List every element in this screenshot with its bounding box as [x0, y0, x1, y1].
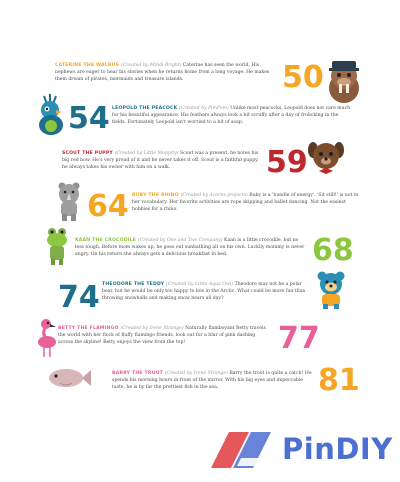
entry-credit: (Created by One and Two Company) [137, 238, 225, 243]
flamingo-icon [32, 318, 60, 358]
entry-text: Unlike most peacocks, Leopold does not care much for his beautiful appearance. His feathers always look a bit scruffy after a day of frolicking in the fields. Fortunately Leopold isn't worried to a bit of soap. [112, 106, 351, 125]
entry-rhino [132, 192, 362, 213]
entry-title: BETTY THE FLAMINGO [58, 326, 121, 331]
entry-number: 77 [278, 321, 320, 356]
entry-flamingo [58, 325, 270, 346]
puppy-icon [306, 138, 346, 178]
entry-number: 54 [68, 101, 110, 136]
entry-number: 74 [58, 280, 100, 315]
entry-title: THEODORE THE TEDDY [102, 282, 167, 287]
entry-credit: (Created by PimPom) [179, 106, 231, 111]
entry-credit: (Created by Irene Strange) [120, 326, 186, 331]
rhino-icon [54, 180, 84, 222]
trout-icon [46, 365, 92, 391]
entry-title: BARRY THE TROUT [112, 371, 165, 376]
entry-number: 50 [282, 60, 324, 95]
entry-peacock [112, 105, 352, 126]
entry-title: RUBY THE RHINO [132, 193, 181, 198]
entry-text: Barry the trout is quite a catch! He spends his morning hours in front of the mirror. With his big eyes and impeccable taste, he is by far the prettiest fish in the sea. [112, 371, 312, 390]
entry-credit: (Created by Little Aqua Owl) [166, 282, 235, 287]
entry-text: Kaan is a little crocodile, but no less tough. Before mom wakes up, he goes out sunbathing all on his own. Luckily mommy is never angry. On his return she always gets a delicious breakfast in bed. [75, 238, 305, 257]
entry-title: CATERINE THE WALRUS [55, 63, 121, 68]
entry-text: Caterine has seen the world. His nephews are eager to hear his stories when he returns home from a long voyage. He makes them dream of pirates, mermaids and treasure islands. [55, 63, 270, 82]
teddy-icon [314, 270, 348, 310]
entry-puppy [62, 150, 262, 171]
entry-text: Naturally flamboyant Betty travels the world with her flock of fluffy flamingo friends, look out for a blur of pink dashing across the skyline! Betty enjoys the view from the top! [58, 326, 266, 345]
entry-number: 68 [312, 233, 354, 268]
entry-credit: (Created by Acorns projects) [180, 193, 250, 198]
peacock-icon [34, 92, 70, 136]
walrus-icon [324, 58, 364, 104]
entry-teddy [102, 281, 312, 302]
entry-number: 59 [266, 145, 308, 180]
entry-credit: (Created by Irene Strange) [164, 371, 230, 376]
entry-number: 81 [318, 363, 360, 398]
crocodile-icon [44, 226, 70, 266]
watermark-text: PinDIY [282, 432, 393, 466]
entry-text: Scout was a present, he notes his big red bow. He's very proud of it and he never takes it off. Scout is a faithful puppy, he always takes his owner with him on a walk. [62, 151, 259, 170]
entry-text: Ruby is a 'bundle of energy'. 'Sit still!' is not in her vocabulary. Her favorite activities are rope skipping and ballet dancing. Not the easiest hobbies for a rhino. [132, 193, 359, 212]
entry-walrus [55, 62, 280, 83]
entry-title: SCOUT THE PUPPY [62, 151, 115, 156]
entry-number: 64 [87, 189, 129, 224]
entry-crocodile [75, 237, 307, 258]
entry-credit: (Created by Mindi Bright) [120, 63, 183, 68]
entry-text: Theodore may not be a polar bear, but he would be only too happy to live in the Arctic. What could be more fun than throwing snowballs and making snow bears all day? [102, 282, 306, 301]
entry-title: LEOPOLD THE PEACOCK [112, 106, 180, 111]
entry-title: KAAN THE CROCODILE [75, 238, 138, 243]
entry-trout [112, 370, 312, 391]
entry-credit: (Created by Little Moppity) [114, 151, 181, 156]
